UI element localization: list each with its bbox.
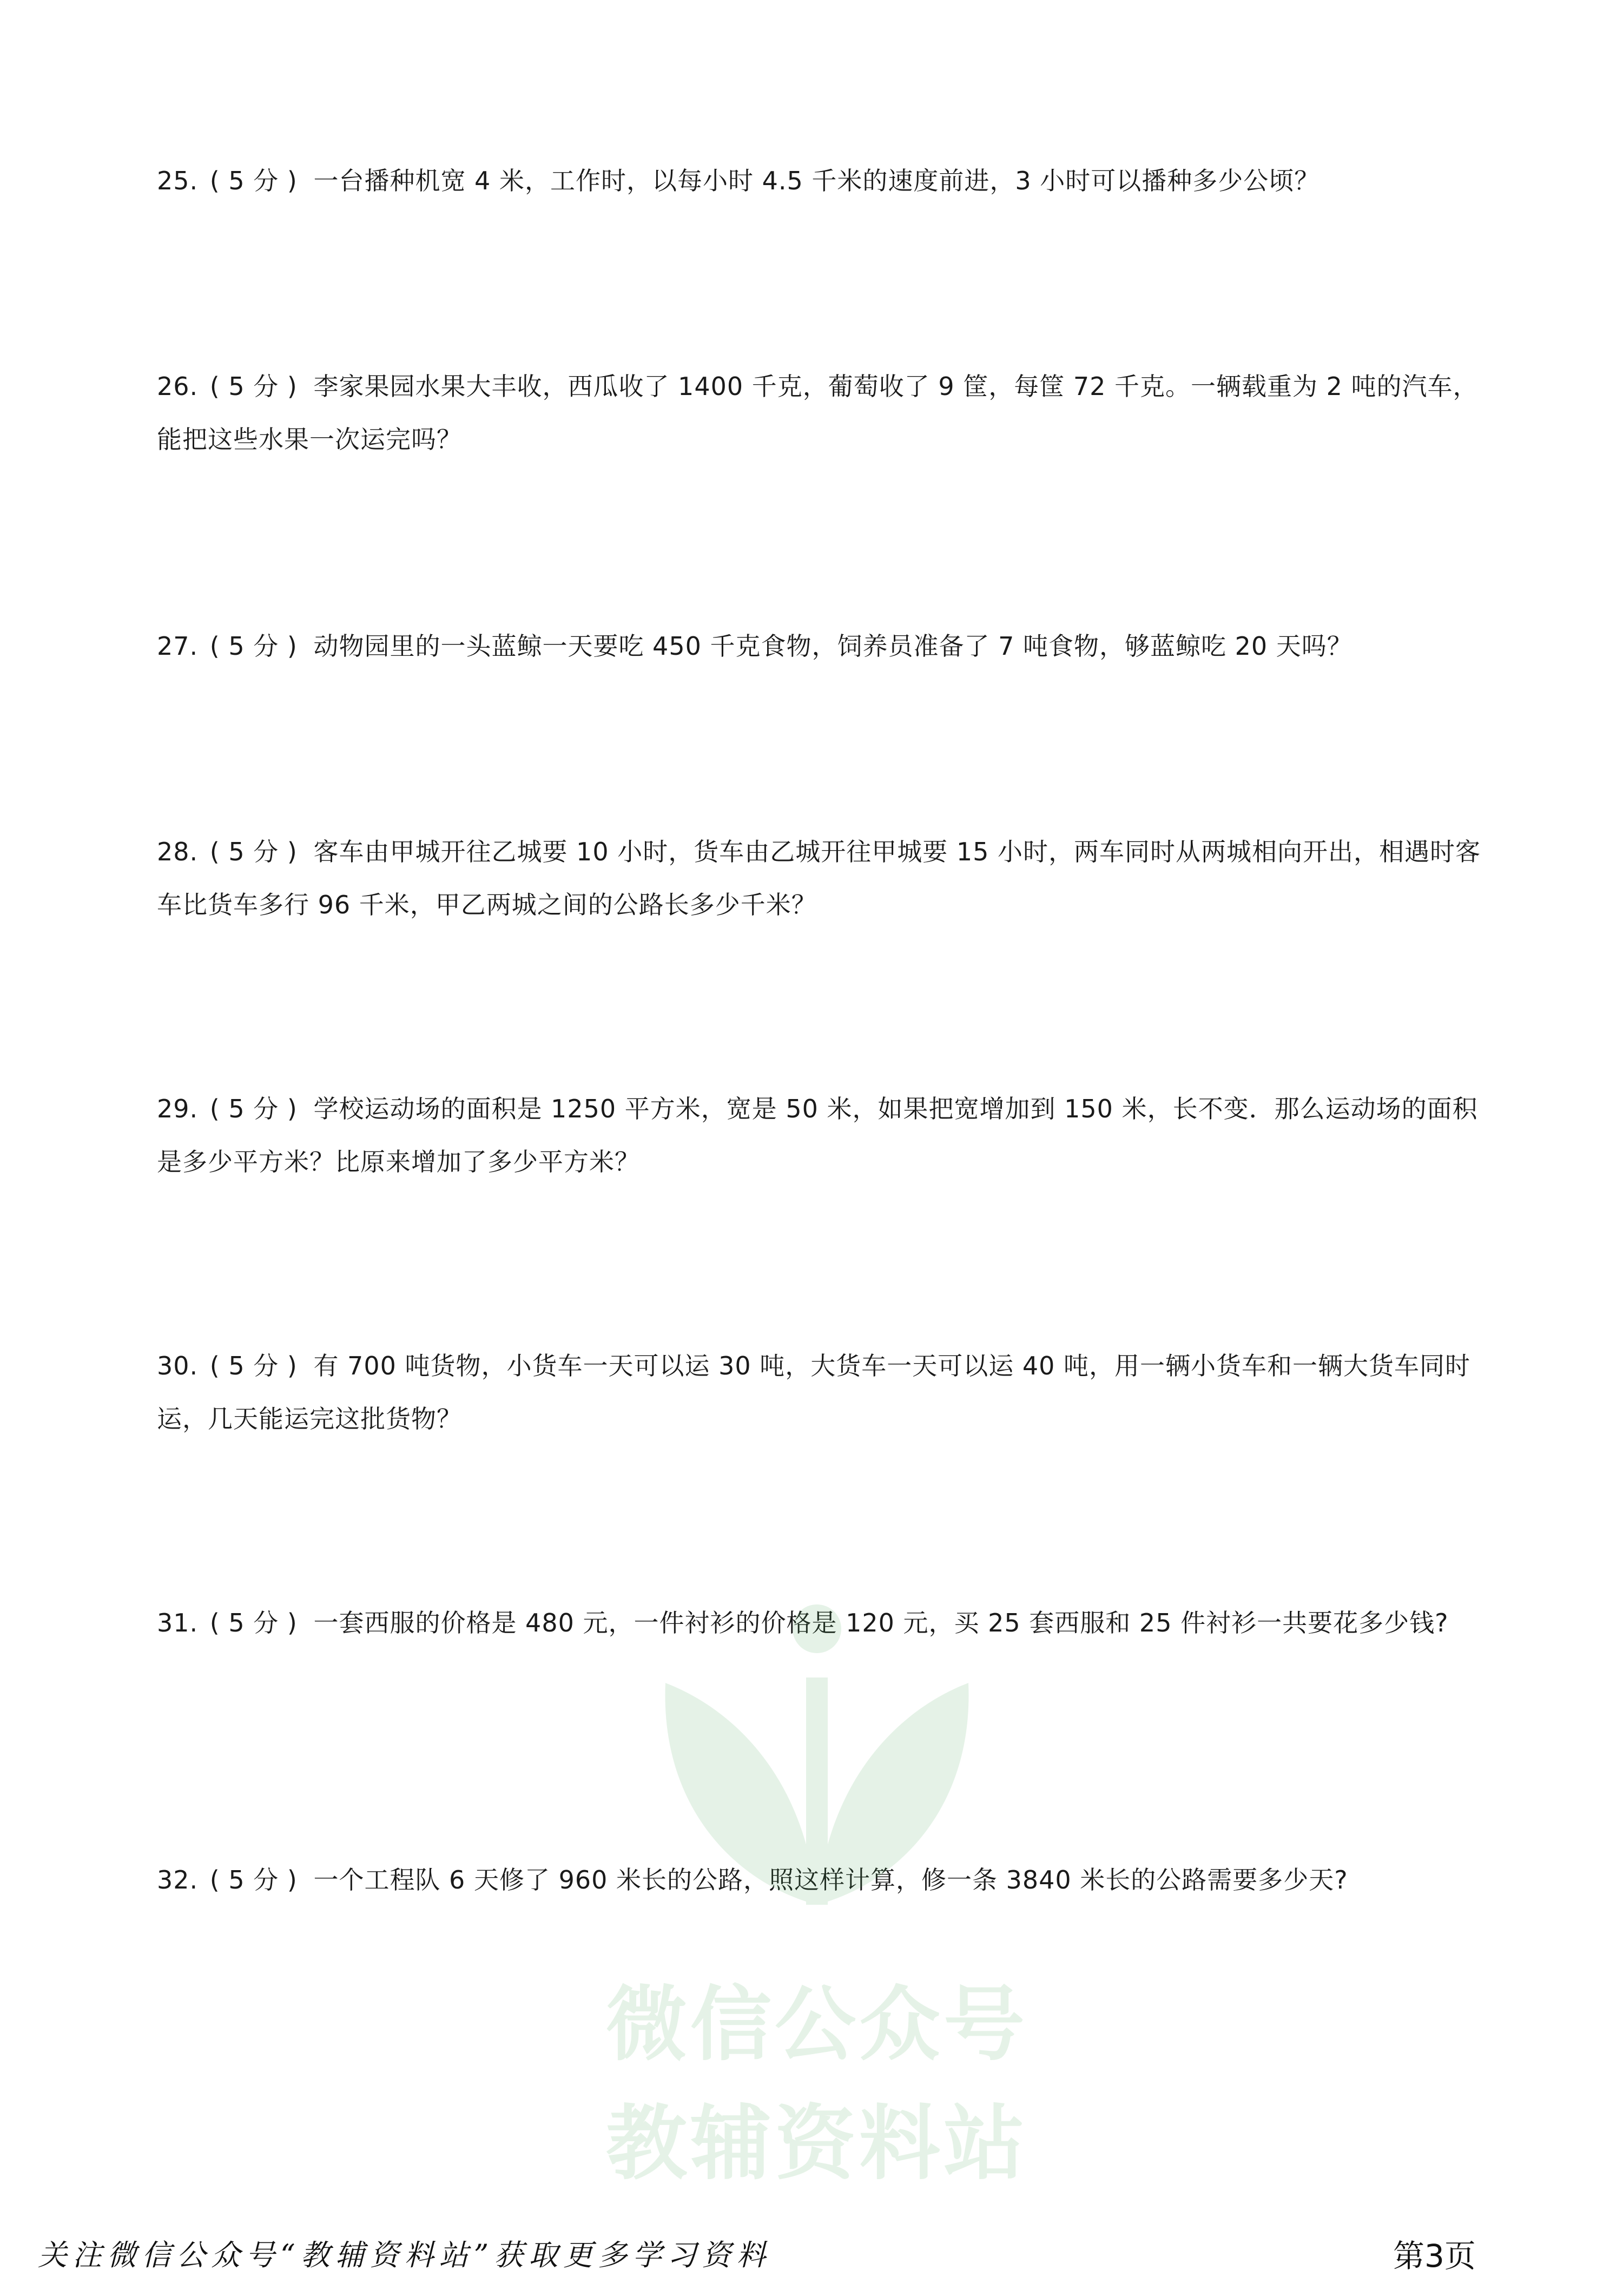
question-text: 有 700 吨货物，小货车一天可以运 30 吨，大货车一天可以运 40 吨，用一辆小货车和一辆大货车同时运，几天能运完这批货物？ — [157, 1351, 1471, 1433]
question-number: 30. — [157, 1351, 199, 1380]
watermark-line2: 教辅资料站 — [605, 2097, 1028, 2191]
question-number: 32. — [157, 1865, 199, 1894]
question-number: 31. — [157, 1608, 199, 1637]
question-score: ( 5 分 ) — [209, 166, 298, 195]
question-number: 26. — [157, 372, 199, 401]
question-score: ( 5 分 ) — [209, 1865, 298, 1894]
question-number: 27. — [157, 631, 199, 661]
question-score: ( 5 分 ) — [209, 1608, 298, 1637]
question-32 — [157, 1853, 1488, 1906]
question-text: 客车由甲城开往乙城要 10 小时，货车由乙城开往甲城要 15 小时，两车同时从两城相向开出，相遇时客车比货车多行 96 千米，甲乙两城之间的公路长多少千米？ — [157, 837, 1481, 919]
question-text: 一个工程队 6 天修了 960 米长的公路，照这样计算，修一条 3840 米长的公路需要多少天? — [313, 1865, 1348, 1894]
question-score: ( 5 分 ) — [209, 372, 298, 401]
question-number: 29. — [157, 1094, 199, 1123]
question-28 — [157, 825, 1488, 931]
watermark-line1: 微信公众号 — [605, 1978, 1028, 2072]
question-25 — [157, 154, 1488, 207]
question-30 — [157, 1339, 1488, 1445]
question-text: 李家果园水果大丰收，西瓜收了 1400 千克，葡萄收了 9 筐，每筐 72 千克。一辆载重为 2 吨的汽车，能把这些水果一次运完吗？ — [157, 372, 1479, 454]
question-27 — [157, 620, 1488, 673]
question-31 — [157, 1596, 1488, 1649]
question-text: 一套西服的价格是 480 元，一件衬衫的价格是 120 元，买 25 套西服和 25 件衬衫一共要花多少钱? — [313, 1608, 1449, 1637]
page-number: 第3页 — [1393, 2238, 1476, 2274]
footer-note: 关注微信公众号“教辅资料站”获取更多学习资料 — [38, 2238, 771, 2272]
question-29 — [157, 1082, 1488, 1188]
question-score: ( 5 分 ) — [209, 1094, 298, 1123]
question-number: 28. — [157, 837, 199, 866]
question-score: ( 5 分 ) — [209, 837, 298, 866]
question-text: 学校运动场的面积是 1250 平方米，宽是 50 米，如果把宽增加到 150 米，长不变．那么运动场的面积是多少平方米？比原来增加了多少平方米？ — [157, 1094, 1478, 1176]
question-text: 动物园里的一头蓝鲸一天要吃 450 千克食物，饲养员准备了 7 吨食物，够蓝鲸吃 20 天吗？ — [313, 631, 1352, 661]
question-number: 25. — [157, 166, 199, 195]
question-score: ( 5 分 ) — [209, 1351, 298, 1380]
question-score: ( 5 分 ) — [209, 631, 298, 661]
question-text: 一台播种机宽 4 米，工作时，以每小时 4.5 千米的速度前进，3 小时可以播种多少公顷？ — [313, 166, 1320, 195]
question-26 — [157, 360, 1488, 466]
